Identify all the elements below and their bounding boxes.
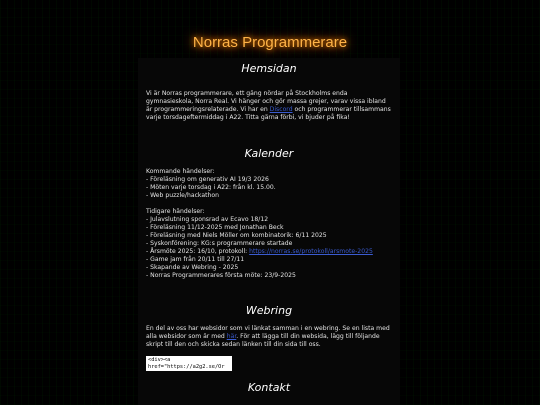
section-heading-kontakt: Kontakt <box>247 381 291 394</box>
webring-code-snippet[interactable]: <div><a href="https://a2g2.se/Or <box>146 356 232 371</box>
kalender-past <box>146 208 392 280</box>
arsmote-protocol-link[interactable]: https://norras.se/protokoll/arsmote-2025 <box>249 248 373 255</box>
section-heading-webring: Webring <box>245 304 293 317</box>
list-item: - Syskonförening: KG:s programmerare startade <box>146 240 293 247</box>
kalender-upcoming <box>146 168 392 200</box>
arsmote-text: - Årsmöte 2025: 16/10, protokoll: <box>146 248 250 255</box>
hemsidan-intro-text <box>146 90 392 122</box>
section-heading-hemsidan: Hemsidan <box>241 62 297 75</box>
webring-text-part2: . För att lägga till din websida, lägg till följande skript till den och skicka sedan länken till din sida till oss. <box>146 333 380 348</box>
list-item: - Föreläsning 11/12-2025 med Jonathan Beck <box>146 224 284 231</box>
list-item: - Julavslutning sponsrad av Ecavo 18/12 <box>146 216 269 223</box>
upcoming-title: Kommande händelser: <box>146 168 215 175</box>
list-item: - Game jam från 20/11 till 27/11 <box>146 256 245 263</box>
webring-text <box>146 325 392 349</box>
hemsidan-text-part1: Vi är Norras programmerare, ett gäng nördar på Stockholms enda gymnasieskola, Norra Real. Vi hänger och gör massa grejer, varav vissa ibland är programmeringsrelaterade. Vi har en <box>146 90 386 113</box>
discord-link[interactable]: Discord <box>269 106 293 113</box>
list-item: - Skapande av Webring - 2025 <box>146 264 239 271</box>
list-item: - Föreläsning med Niels Möller om kombinatorik: 6/11 2025 <box>146 232 327 239</box>
list-item: - Möten varje torsdag i A22: från kl. 15.00. <box>146 184 276 191</box>
site-title: Norras Programmerare <box>192 34 348 51</box>
list-item: - Föreläsning om generativ AI 19/3 2026 <box>146 176 269 183</box>
list-item: - Web puzzle/hackathon <box>146 192 219 199</box>
main-content-panel[interactable] <box>138 58 400 405</box>
past-title: Tidigare händelser: <box>146 208 205 215</box>
list-item <box>146 248 392 256</box>
webring-text-part1: En del av oss har websidor som vi länkat samman i en webring. Se en lista med alla websidor som är med <box>146 325 390 340</box>
section-heading-kalender: Kalender <box>244 147 294 160</box>
hemsidan-text-part2: och programmerar tillsammans varje torsdageftermiddag i A22. Titta gärna förbi, vi bjuder på fika! <box>146 106 391 121</box>
webring-list-link[interactable]: här <box>226 333 237 340</box>
list-item: - Norras Programmerares första möte: 23/9-2025 <box>146 272 296 279</box>
